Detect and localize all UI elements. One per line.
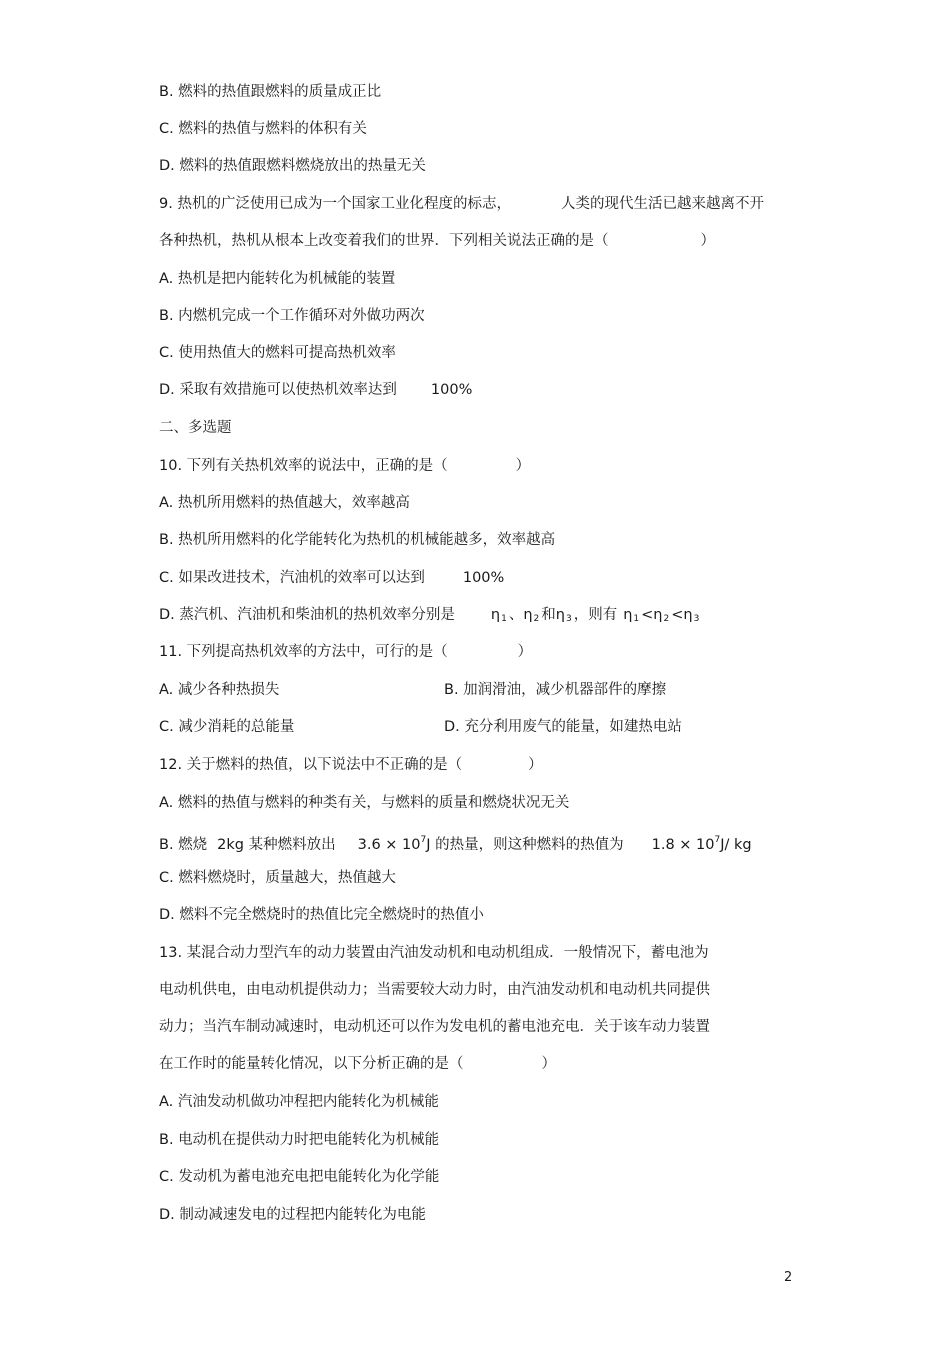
eta-symbol: η — [490, 607, 501, 623]
q9-answer-close: ） — [700, 233, 715, 249]
q11-stem — [159, 642, 532, 662]
q9-stem-part1: 9. 热机的广泛使用已成为一个国家工业化程度的标志， — [159, 196, 511, 212]
subscript-2: 2 — [663, 614, 670, 624]
subscript-3: 3 — [693, 614, 700, 624]
q13-stem-line4 — [159, 1054, 556, 1074]
q8-option-d: D. 燃料的热值跟燃料燃烧放出的热量无关 — [159, 158, 426, 174]
q9-stem-text: 各种热机，热机从根本上改变着我们的世界．下列相关说法正确的是（ — [159, 233, 609, 249]
section-heading-multiple-choice: 二、多选题 — [159, 420, 232, 436]
q10-answer-close: ） — [515, 458, 531, 474]
q9-option-d — [159, 380, 472, 400]
q10-option-d — [159, 605, 701, 629]
q10-option-a: A. 热机所用燃料的热值越大，效率越高 — [159, 495, 410, 511]
subscript-1: 1 — [501, 614, 507, 624]
q12-option-b — [159, 830, 752, 855]
q13-answer-close: ） — [541, 1056, 556, 1072]
q9-stem-line1 — [159, 194, 764, 214]
page-number: 2 — [784, 1270, 793, 1285]
q11-option-d: D. 充分利用废气的能量，如建热电站 — [444, 719, 682, 735]
q9-option-c: C. 使用热值大的燃料可提高热机效率 — [159, 345, 396, 361]
q10-then-text: ，则有 — [573, 607, 618, 623]
subscript-3: 3 — [565, 614, 572, 624]
subscript-2: 2 — [533, 614, 540, 624]
q9-option-a: A. 热机是把内能转化为机械能的装置 — [159, 271, 396, 287]
q11-option-b: B. 加润滑油，减少机器部件的摩擦 — [444, 682, 667, 698]
eta-symbol: η — [523, 607, 533, 623]
q9-option-d-text: D. 采取有效措施可以使热机效率达到 — [159, 382, 397, 398]
eta-symbol: η — [683, 607, 693, 623]
q13-option-b: B. 电动机在提供动力时把电能转化为机械能 — [159, 1132, 440, 1148]
q12-stem — [159, 755, 543, 775]
less-than-symbol: < — [641, 607, 654, 623]
q10-stem-text: 10. 下列有关热机效率的说法中，正确的是（ — [159, 458, 448, 474]
q9-stem-line2 — [159, 231, 715, 251]
exponent: 7 — [714, 835, 721, 845]
q13-stem-line3: 动力；当汽车制动减速时，电动机还可以作为发电机的蓄电池充电．关于该车动力装置 — [159, 1019, 710, 1035]
eta-symbol: η — [623, 607, 633, 623]
q12-option-b-part3: J 的热量，则这种燃料的热值为 — [426, 837, 624, 853]
q10-option-c — [159, 568, 504, 588]
q12-heat-value: 1.8 × 10 — [651, 837, 715, 853]
q13-option-c: C. 发动机为蓄电池充电把电能转化为化学能 — [159, 1169, 440, 1185]
q13-stem-line2: 电动机供电，由电动机提供动力；当需要较大动力时，由汽油发动机和电动机共同提供 — [159, 982, 710, 998]
q11-option-a: A. 减少各种热损失 — [159, 682, 280, 698]
q11-answer-close: ） — [517, 644, 533, 660]
q10-option-b: B. 热机所用燃料的化学能转化为热机的机械能越多，效率越高 — [159, 532, 556, 548]
q12-energy-value: 3.6 × 10 — [357, 837, 421, 853]
q13-option-a: A. 汽油发动机做功冲程把内能转化为机械能 — [159, 1094, 439, 1110]
q11-option-c: C. 减少消耗的总能量 — [159, 719, 295, 735]
q12-option-c: C. 燃料燃烧时，质量越大，热值越大 — [159, 870, 396, 886]
q12-option-b-part2: 2kg 某种燃料放出 — [217, 837, 336, 853]
q9-option-d-value: 100% — [430, 382, 473, 398]
separator: 、 — [508, 607, 524, 623]
q13-stem-text: 在工作时的能量转化情况，以下分析正确的是（ — [159, 1056, 464, 1072]
q12-stem-text: 12. 关于燃料的热值，以下说法中不正确的是（ — [159, 757, 463, 773]
q8-option-b: B. 燃料的热值跟燃料的质量成正比 — [159, 84, 382, 100]
conjunction: 和 — [541, 607, 556, 623]
q12-option-b-part1: B. 燃烧 — [159, 837, 208, 853]
q12-option-a: A. 燃料的热值与燃料的种类有关，与燃料的质量和燃烧状况无关 — [159, 795, 570, 811]
less-than-symbol: < — [671, 607, 684, 623]
exponent: 7 — [420, 835, 427, 845]
q10-option-c-text: C. 如果改进技术，汽油机的效率可以达到 — [159, 570, 425, 586]
q11-stem-text: 11. 下列提高热机效率的方法中，可行的是（ — [159, 644, 448, 660]
q12-heat-unit: J/ kg — [720, 837, 752, 853]
eta-symbol: η — [653, 607, 663, 623]
q10-option-c-value: 100% — [462, 570, 505, 586]
subscript-1: 1 — [633, 614, 640, 624]
q9-option-b: B. 内燃机完成一个工作循环对外做功两次 — [159, 308, 425, 324]
q13-option-d: D. 制动减速发电的过程把内能转化为电能 — [159, 1207, 426, 1223]
q9-stem-part2: 人类的现代生活已越来越离不开 — [560, 196, 764, 212]
q8-option-c: C. 燃料的热值与燃料的体积有关 — [159, 121, 367, 137]
q13-stem-line1: 13. 某混合动力型汽车的动力装置由汽油发动机和电动机组成．一般情况下，蓄电池为 — [159, 945, 709, 961]
q12-answer-close: ） — [528, 757, 543, 773]
q12-option-d: D. 燃料不完全燃烧时的热值比完全燃烧时的热值小 — [159, 907, 484, 923]
eta-symbol: η — [555, 607, 565, 623]
q10-option-d-text: D. 蒸汽机、汽油机和柴油机的热机效率分别是 — [159, 607, 455, 623]
q10-stem — [159, 456, 530, 476]
